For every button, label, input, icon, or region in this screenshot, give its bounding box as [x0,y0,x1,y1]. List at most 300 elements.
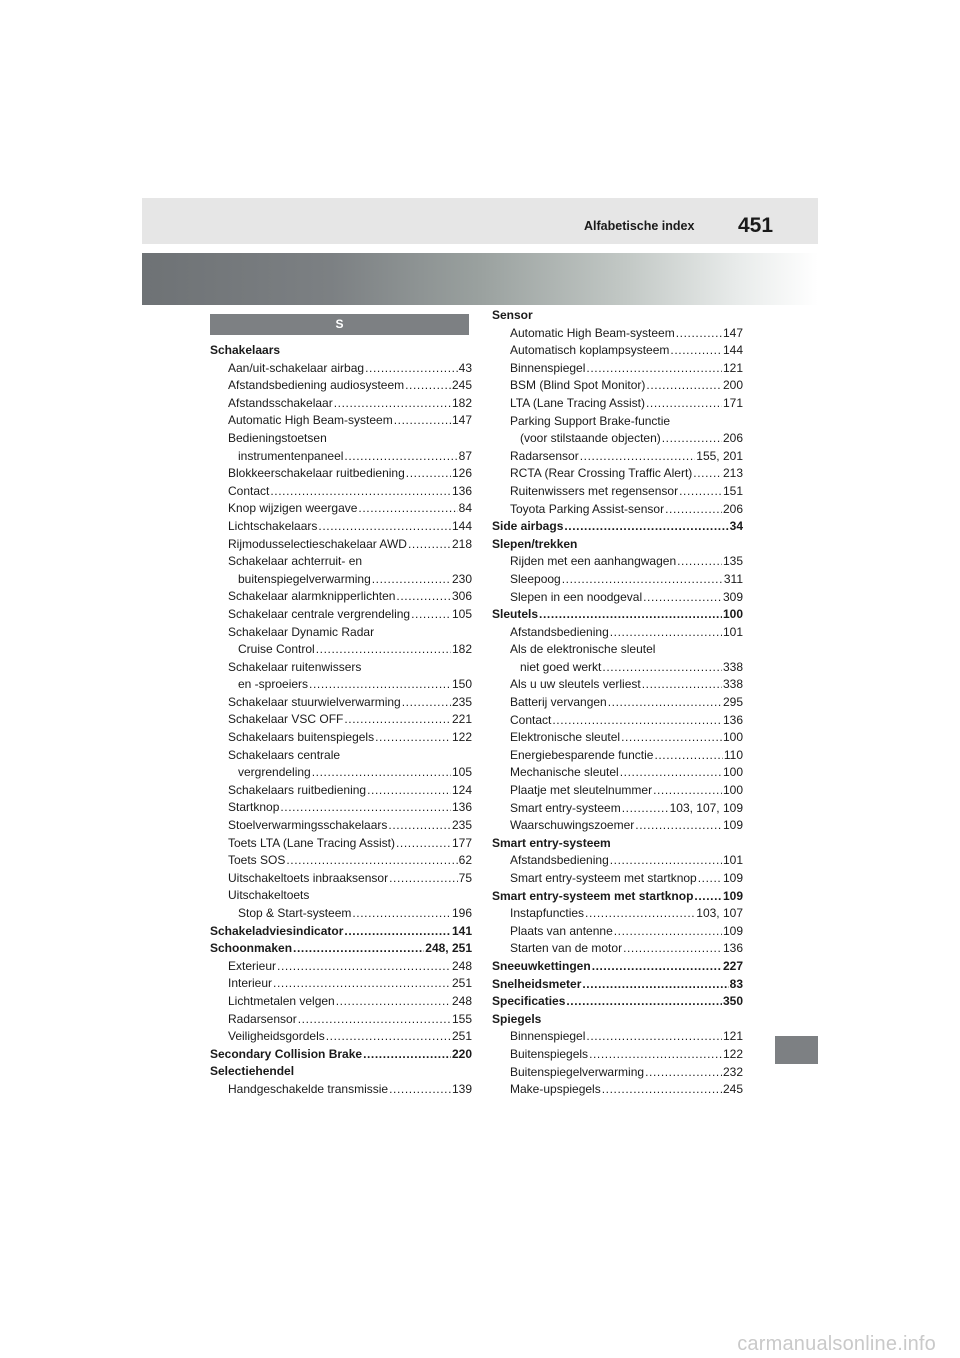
dot-leader [653,782,722,800]
index-entry [210,606,472,624]
index-entry-term: Radarsensor [510,448,579,463]
index-entry-page: 103, 107, 109 [669,800,743,815]
index-entry-page: 109 [722,818,743,833]
index-entry [210,571,472,589]
index-entry-term: Toets SOS [228,853,286,868]
index-entry [492,993,743,1011]
index-entry-term: LTA (Lane Tracing Assist) [510,395,645,410]
index-entry-term: Snelheidsmeter [492,976,582,991]
index-entry [492,606,743,624]
index-entry-page: 83 [729,976,743,991]
index-entry-term: Ruitenwissers met regensensor [510,483,679,498]
index-entry [492,1064,743,1082]
index-entry-term: Schoonmaken [210,941,293,956]
index-entry [492,923,743,941]
index-entry-page: 100 [722,607,743,622]
index-entry-term: Automatisch koplampsysteem [510,343,670,358]
dot-leader [677,553,722,571]
index-entry [492,483,743,501]
header-title: Alfabetische index [584,219,695,233]
index-entry [210,483,472,501]
index-entry-term: Toets LTA (Lane Tracing Assist) [228,835,395,850]
index-entry-term: Stop & Start-systeem [238,906,352,920]
index-entry-page: 109 [722,923,743,938]
index-entry-term: Interieur [228,976,273,991]
dot-leader [694,888,722,906]
index-entry-page: 350 [722,994,743,1009]
index-entry-heading: Schakelaar ruitenwissers [228,659,362,674]
dot-leader [662,430,722,448]
index-entry [492,659,743,677]
index-entry [492,940,743,958]
index-entry-page: 105 [451,765,472,780]
index-entry-heading: Smart entry-systeem [492,835,611,850]
dot-leader [372,571,451,589]
index-entry-page: 110 [723,747,743,762]
index-entry-page: 126 [451,466,472,481]
index-entry-term: instrumentenpaneel [238,448,344,463]
index-entry-page: 122 [451,730,472,745]
index-entry-term: Blokkeerschakelaar ruitbediening [228,466,405,481]
index-entry [210,518,472,536]
index-entry-page: 105 [451,606,472,621]
index-entry-page: 248 [451,993,472,1008]
dot-leader [358,500,457,518]
index-entry [210,500,472,518]
index-entry-page: 141 [451,923,472,938]
index-entry-term: Radarsensor [228,1011,297,1026]
index-entry-page: 306 [451,589,472,604]
index-entry [210,870,472,888]
index-entry-term: Afstandsschakelaar [228,395,333,410]
index-entry-page: 136 [451,483,472,498]
index-entry-term: Energiebesparende functie [510,747,654,762]
index-entry-term: Automatic High Beam-systeem [510,325,675,340]
dot-leader [589,1046,722,1064]
index-entry-term: en -sproeiers [238,677,309,692]
dot-leader [676,325,722,343]
index-entry-heading: Spiegels [492,1011,542,1026]
dot-leader [367,782,451,800]
index-entry-page: 230 [451,571,472,586]
dot-leader [365,360,458,378]
index-entry-page: 227 [722,958,743,973]
index-entry-term: Secondary Collision Brake [210,1046,363,1061]
index-entry-page: 220 [451,1046,472,1061]
index-entry-term: Slepen in een noodgeval [510,589,643,604]
dot-leader [643,589,722,607]
dot-leader [280,799,451,817]
dot-leader [334,395,451,413]
dot-leader [670,342,722,360]
index-entry-page: 151 [722,483,743,498]
index-entry-page: 124 [451,782,472,797]
index-entry-term: Aan/uit-schakelaar airbag [228,360,365,375]
index-entry [210,448,472,466]
index-entry [492,729,743,747]
index-entry [210,465,472,483]
dot-leader [610,852,722,870]
index-entry-page: 338 [722,659,743,674]
section-letter-heading: S [210,314,469,335]
index-entry-page: 150 [451,677,472,692]
dot-leader [564,518,728,536]
index-column-right [492,307,743,1099]
dot-leader [602,659,722,677]
dot-leader [646,377,722,395]
dot-leader [586,360,722,378]
dot-leader [344,923,451,941]
index-entry-term: Schakelaar centrale vergrendeling [228,606,411,621]
index-entry [492,888,743,906]
index-entry-page: 245 [451,378,472,393]
dot-leader [286,852,457,870]
index-entry-page: 251 [451,976,472,991]
index-entry-term: buitenspiegelverwarming [238,571,371,586]
index-entry-page: 155 [451,1011,472,1026]
dot-leader [642,676,722,694]
index-entry [492,377,743,395]
header-gradient-bar [142,253,818,305]
index-entry-term: Starten van de motor [510,941,623,956]
index-entry [210,1081,472,1099]
index-entry-term: Batterij vervangen [510,695,607,710]
index-entry-term: Smart entry-systeem met startknop [492,888,694,903]
index-entry-page: 75 [458,870,472,885]
index-entry-page: 87 [458,448,472,463]
index-entry [492,976,743,994]
index-entry [492,518,743,536]
index-entry-page: 147 [451,413,472,428]
index-entry [210,799,472,817]
index-entry-term: Afstandsbediening audiosysteem [228,378,405,393]
index-entry-term: Automatic High Beam-systeem [228,413,393,428]
dot-leader [665,501,722,519]
index-entry [492,589,743,607]
index-entry-term: Mechanische sleutel [510,765,619,780]
dot-leader [326,1028,451,1046]
index-entry-term: Contact [510,712,552,727]
index-entry-page: 109 [722,888,743,903]
dot-leader [273,975,451,993]
index-entry [492,782,743,800]
index-entry-term: Rijden met een aanhangwagen [510,554,677,569]
index-entry-term: Buitenspiegels [510,1046,589,1061]
index-entry-heading: Schakelaar Dynamic Radar [228,624,375,639]
dot-leader [375,729,451,747]
dot-leader [679,483,722,501]
dot-leader [408,536,451,554]
index-entry [492,360,743,378]
index-entry [210,1011,472,1029]
index-entry-page: 139 [451,1081,472,1096]
index-entry-term: Knop wijzigen weergave [228,501,358,516]
index-entry [492,1081,743,1099]
index-entry [210,958,472,976]
index-entry-term: RCTA (Rear Crossing Traffic Alert) [510,466,693,481]
index-entry-term: Elektronische sleutel [510,730,621,745]
index-entry-page: 62 [458,853,472,868]
dot-leader [298,1011,451,1029]
index-entry-term: Startknop [228,800,280,815]
index-entry-heading: Schakelaars centrale [228,747,341,762]
index-entry [210,694,472,712]
index-entry-page: 177 [451,835,472,850]
dot-leader [293,940,424,958]
index-entry [492,325,743,343]
index-entry-page: 206 [722,501,743,516]
index-entry [210,711,472,729]
dot-leader [277,958,451,976]
dot-leader [539,606,722,624]
index-entry-page: 121 [722,1029,743,1044]
dot-leader [405,377,451,395]
dot-leader [396,588,451,606]
index-entry [210,1028,472,1046]
index-entry-page: 144 [722,343,743,358]
index-entry-term: Buitenspiegelverwarming [510,1064,645,1079]
index-entry-term: Uitschakeltoets inbraaksensor [228,870,389,885]
index-entry-page: 101 [722,853,743,868]
index-entry [492,870,743,888]
index-entry [492,448,743,466]
index-entry-term: (voor stilstaande objecten) [520,431,661,446]
index-entry [210,676,472,694]
index-entry-page: 136 [451,800,472,815]
index-entry-page: 121 [722,360,743,375]
dot-leader [654,747,722,765]
index-entry [210,395,472,413]
index-entry-page: 309 [722,589,743,604]
index-entry [492,501,743,519]
index-entry-page: 235 [451,818,472,833]
index-entry-page: 84 [458,501,472,516]
index-entry [210,940,472,958]
index-entry-term: Stoelverwarmingsschakelaars [228,818,388,833]
dot-leader [608,694,722,712]
index-entry-page: 248 [451,958,472,973]
index-entry [492,817,743,835]
watermark: carmanualsonline.info [737,1333,936,1355]
dot-leader [566,993,722,1011]
index-entry-term: Schakelaars ruitbediening [228,782,367,797]
index-entry-term: Schakelaars buitenspiegels [228,730,375,745]
index-entry [492,465,743,483]
index-entry-page: 338 [722,677,743,692]
index-entry-heading: Selectiehendel [210,1064,295,1079]
index-entry-term: Handgeschakelde transmissie [228,1081,389,1096]
index-entry-heading: Uitschakeltoets [228,888,310,903]
index-entry [210,641,472,659]
index-entry-term: Als u uw sleutels verliest [510,677,641,692]
index-entry-page: 232 [722,1064,743,1079]
index-entry-page: 251 [451,1029,472,1044]
index-entry-term: Exterieur [228,958,277,973]
index-entry-term: Sleutels [492,607,539,622]
dot-leader [394,412,451,430]
dot-leader [623,940,722,958]
index-entry-heading: Schakelaars [210,343,281,357]
dot-leader [586,1028,722,1046]
index-entry [492,905,743,923]
index-entry [492,676,743,694]
index-entry-term: Schakelaar alarmknipperlichten [228,589,396,604]
dot-leader [316,641,451,659]
index-entry-term: Waarschuwingszoemer [510,818,635,833]
index-entry-term: Contact [228,483,270,498]
index-entry-page: 213 [722,466,743,481]
index-entry-term: Smart entry-systeem [510,800,621,815]
index-entry [210,905,472,923]
index-entry [210,993,472,1011]
index-entry [210,835,472,853]
dot-leader [389,1081,451,1099]
index-entry-term: Sleepoog [510,571,561,586]
index-entry-page: 144 [451,518,472,533]
dot-leader [406,465,451,483]
index-entry-term: Instapfuncties [510,906,585,921]
index-entry-page: 196 [451,906,472,920]
index-entry [210,975,472,993]
dot-leader [614,923,722,941]
index-entry-term: Binnenspiegel [510,360,586,375]
index-entry-term: vergrendeling [238,765,311,780]
index-entry [492,342,743,360]
index-entry-page: 34 [729,519,743,534]
index-entry-page: 248, 251 [425,941,472,956]
index-entry [492,1028,743,1046]
dot-leader [645,1064,722,1082]
index-entry-term: Specificaties [492,994,566,1009]
index-entry [492,712,743,730]
index-entry [492,395,743,413]
index-entry-page: 100 [722,783,743,798]
index-entry-page: 109 [722,871,743,885]
index-entry [492,852,743,870]
index-entry-page: 43 [458,360,472,375]
index-entry-page: 245 [722,1082,743,1097]
dot-leader [396,835,451,853]
index-entry-term: Rijmodusselectieschakelaar AWD [228,536,407,551]
dot-leader [585,905,695,923]
index-entry-page: 122 [722,1046,743,1061]
index-entry-page: 311 [723,571,743,586]
index-entry-term: Veiligheidsgordels [228,1029,325,1044]
dot-leader [344,711,451,729]
index-entry [492,747,743,765]
index-entry-term: Sneeuwkettingen [492,958,591,973]
index-entry-term: Schakeladviesindicator [210,923,344,938]
index-entry-term: Side airbags [492,519,564,534]
index-entry-page: 221 [451,712,472,727]
index-entry-heading: Schakelaar achterruit- en [228,554,363,569]
index-entry-page: 136 [722,712,743,727]
dot-leader [582,976,728,994]
index-entry-term: Smart entry-systeem met startknop [510,871,697,885]
dot-leader [622,800,669,818]
index-entry-term: Afstandsbediening [510,624,609,639]
index-entry-page: 206 [722,431,743,446]
index-entry-term: Lichtmetalen velgen [228,993,335,1008]
index-entry-page: 295 [722,695,743,710]
index-entry [210,817,472,835]
index-entry-page: 171 [722,395,743,410]
index-entry-page: 182 [451,642,472,657]
index-column-left [210,342,472,1099]
index-entry-heading: Parking Support Brake-functie [510,413,671,428]
index-entry-term: Schakelaar VSC OFF [228,712,344,727]
index-entry [210,729,472,747]
index-entry-page: 135 [722,554,743,569]
dot-leader [646,395,722,413]
dot-leader [388,817,451,835]
index-entry-page: 182 [451,395,472,410]
index-entry-page: 200 [722,378,743,393]
index-entry [492,764,743,782]
index-entry [492,800,743,818]
index-entry [210,782,472,800]
dot-leader [562,571,723,589]
index-entry [492,694,743,712]
index-entry-term: Cruise Control [238,642,315,657]
page-number: 451 [738,214,774,237]
dot-leader [352,905,451,923]
index-entry-page: 100 [722,730,743,745]
index-entry-page: 218 [451,536,472,551]
dot-leader [610,624,722,642]
index-entry [210,412,472,430]
dot-leader [344,448,457,466]
index-entry-page: 235 [451,694,472,709]
index-entry-heading: Slepen/trekken [492,536,578,551]
dot-leader [693,465,722,483]
index-entry [492,571,743,589]
dot-leader [635,817,722,835]
chapter-side-tab [775,1036,818,1064]
dot-leader [309,676,451,694]
index-entry-term: BSM (Blind Spot Monitor) [510,378,646,393]
index-entry-term: Toyota Parking Assist-sensor [510,501,665,516]
dot-leader [402,694,451,712]
index-entry [210,536,472,554]
index-entry [492,430,743,448]
index-entry [210,923,472,941]
index-entry [210,377,472,395]
dot-leader [270,483,451,501]
dot-leader [312,764,451,782]
dot-leader [411,606,451,624]
dot-leader [602,1081,722,1099]
header-band [142,198,818,244]
dot-leader [698,870,722,888]
dot-leader [592,958,722,976]
index-entry [210,1046,472,1064]
index-entry-heading: Als de elektronische sleutel [510,642,656,657]
index-entry [492,1046,743,1064]
index-entry-term: Schakelaar stuurwielverwarming [228,694,401,709]
index-entry-term: Plaatje met sleutelnummer [510,783,653,798]
index-entry [492,624,743,642]
index-entry-page: 103, 107 [696,906,743,921]
dot-leader [363,1046,451,1064]
index-entry [210,852,472,870]
dot-leader [621,729,722,747]
index-entry-page: 147 [722,325,743,340]
index-entry-term: Binnenspiegel [510,1029,586,1044]
index-entry-heading: Bedieningstoetsen [228,430,327,445]
dot-leader [620,764,722,782]
index-entry-heading: Sensor [492,308,533,322]
